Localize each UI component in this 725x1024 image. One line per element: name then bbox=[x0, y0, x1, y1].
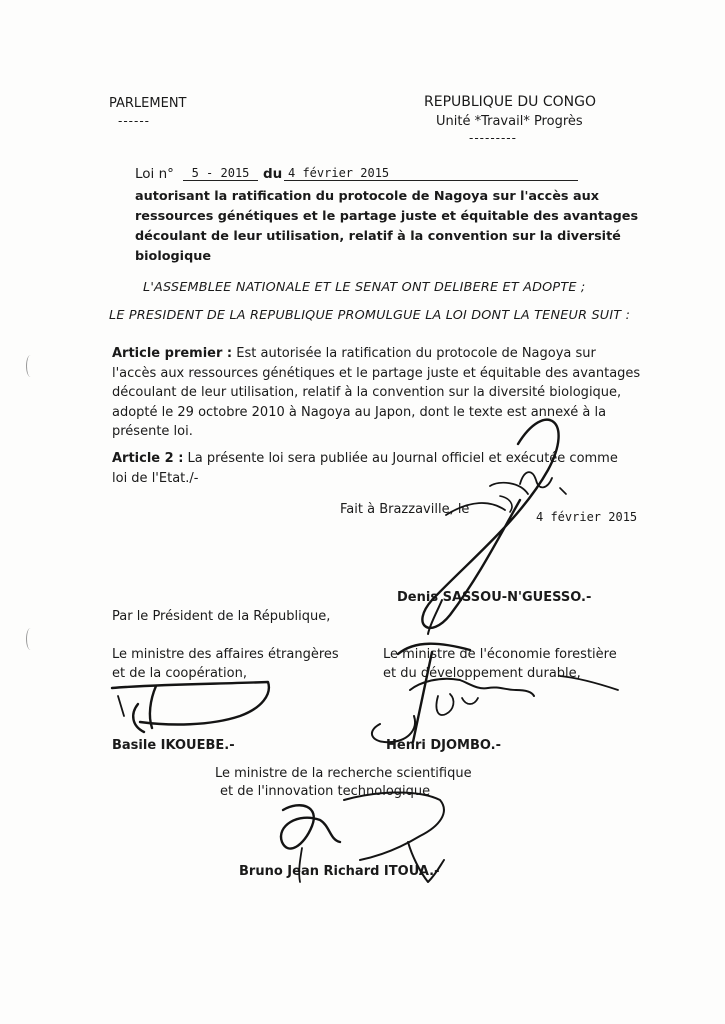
article-2-text: loi de l'Etat./- bbox=[112, 470, 199, 486]
law-du: du bbox=[263, 166, 283, 182]
article-premier-text: adopté le 29 octobre 2010 à Nagoya au Japon, dont le texte est annexé à la bbox=[112, 404, 607, 420]
foreign-minister-title: et de la coopération, bbox=[112, 666, 247, 681]
forest-minister-name: Henri DJOMBO.- bbox=[386, 738, 501, 753]
promulgation-line: LE PRESIDENT DE LA REPUBLIQUE PROMULGUE LA LOI DONT LA TENEUR SUIT : bbox=[109, 308, 631, 323]
article-2-label: Article 2 : bbox=[112, 451, 184, 466]
research-minister-signature bbox=[281, 793, 444, 883]
law-date: 4 février 2015 bbox=[284, 166, 578, 181]
parliament-heading: PARLEMENT bbox=[109, 96, 187, 111]
signing-place: Fait à Brazzaville, le bbox=[340, 502, 470, 517]
law-number: 5 - 2015 bbox=[183, 166, 258, 181]
republic-heading: REPUBLIQUE DU CONGO bbox=[424, 94, 596, 110]
article-premier-label: Article premier : bbox=[112, 346, 233, 361]
article-premier-text: présente loi. bbox=[112, 424, 193, 439]
forest-minister-title: Le ministre de l'économie forestière bbox=[383, 647, 617, 662]
republic-dashes: --------- bbox=[469, 131, 517, 145]
research-minister-title: Le ministre de la recherche scientifique bbox=[215, 766, 472, 781]
signing-date: 4 février 2015 bbox=[536, 510, 638, 524]
article-premier-text: l'accès aux ressources génétiques et le partage juste et équitable des avantages bbox=[112, 365, 641, 381]
foreign-minister-title: Le ministre des affaires étrangères bbox=[112, 647, 339, 662]
forest-minister-title: et du développement durable, bbox=[383, 666, 581, 681]
law-title-line: biologique bbox=[135, 249, 212, 264]
national-motto: Unité *Travail* Progrès bbox=[436, 114, 583, 129]
research-minister-title: et de l'innovation technologique bbox=[220, 784, 431, 799]
foreign-minister-name: Basile IKOUEBE.- bbox=[112, 738, 235, 753]
forest-minister-signature bbox=[372, 644, 618, 742]
law-title-line: découlant de leur utilisation, relatif à la convention sur la diversité bbox=[135, 229, 621, 244]
foreign-minister-signature bbox=[112, 682, 269, 732]
article-2-text: La présente loi sera publiée au Journal officiel et exécutée comme bbox=[183, 451, 618, 466]
article-premier-text: découlant de leur utilisation, relatif à la convention sur la diversité biologique, bbox=[112, 385, 622, 400]
president-signature bbox=[422, 420, 566, 634]
law-title-line: autorisant la ratification du protocole de Nagoya sur l'accès aux bbox=[135, 189, 599, 204]
assembly-adoption-line: L'ASSEMBLEE NATIONALE ET LE SENAT ONT DELIBERE ET ADOPTE ; bbox=[143, 280, 586, 295]
law-title-line: ressources génétiques et le partage juste et équitable des avantages bbox=[135, 209, 639, 224]
research-minister-name: Bruno Jean Richard ITOUA.- bbox=[239, 864, 440, 879]
parliament-dashes: ------ bbox=[118, 114, 150, 128]
by-president-line: Par le Président de la République, bbox=[112, 609, 331, 624]
president-name: Denis SASSOU-N'GUESSO.- bbox=[397, 590, 592, 605]
article-premier-text: Est autorisée la ratification du protocole de Nagoya sur bbox=[232, 346, 596, 361]
law-prefix: Loi n° bbox=[135, 166, 174, 182]
